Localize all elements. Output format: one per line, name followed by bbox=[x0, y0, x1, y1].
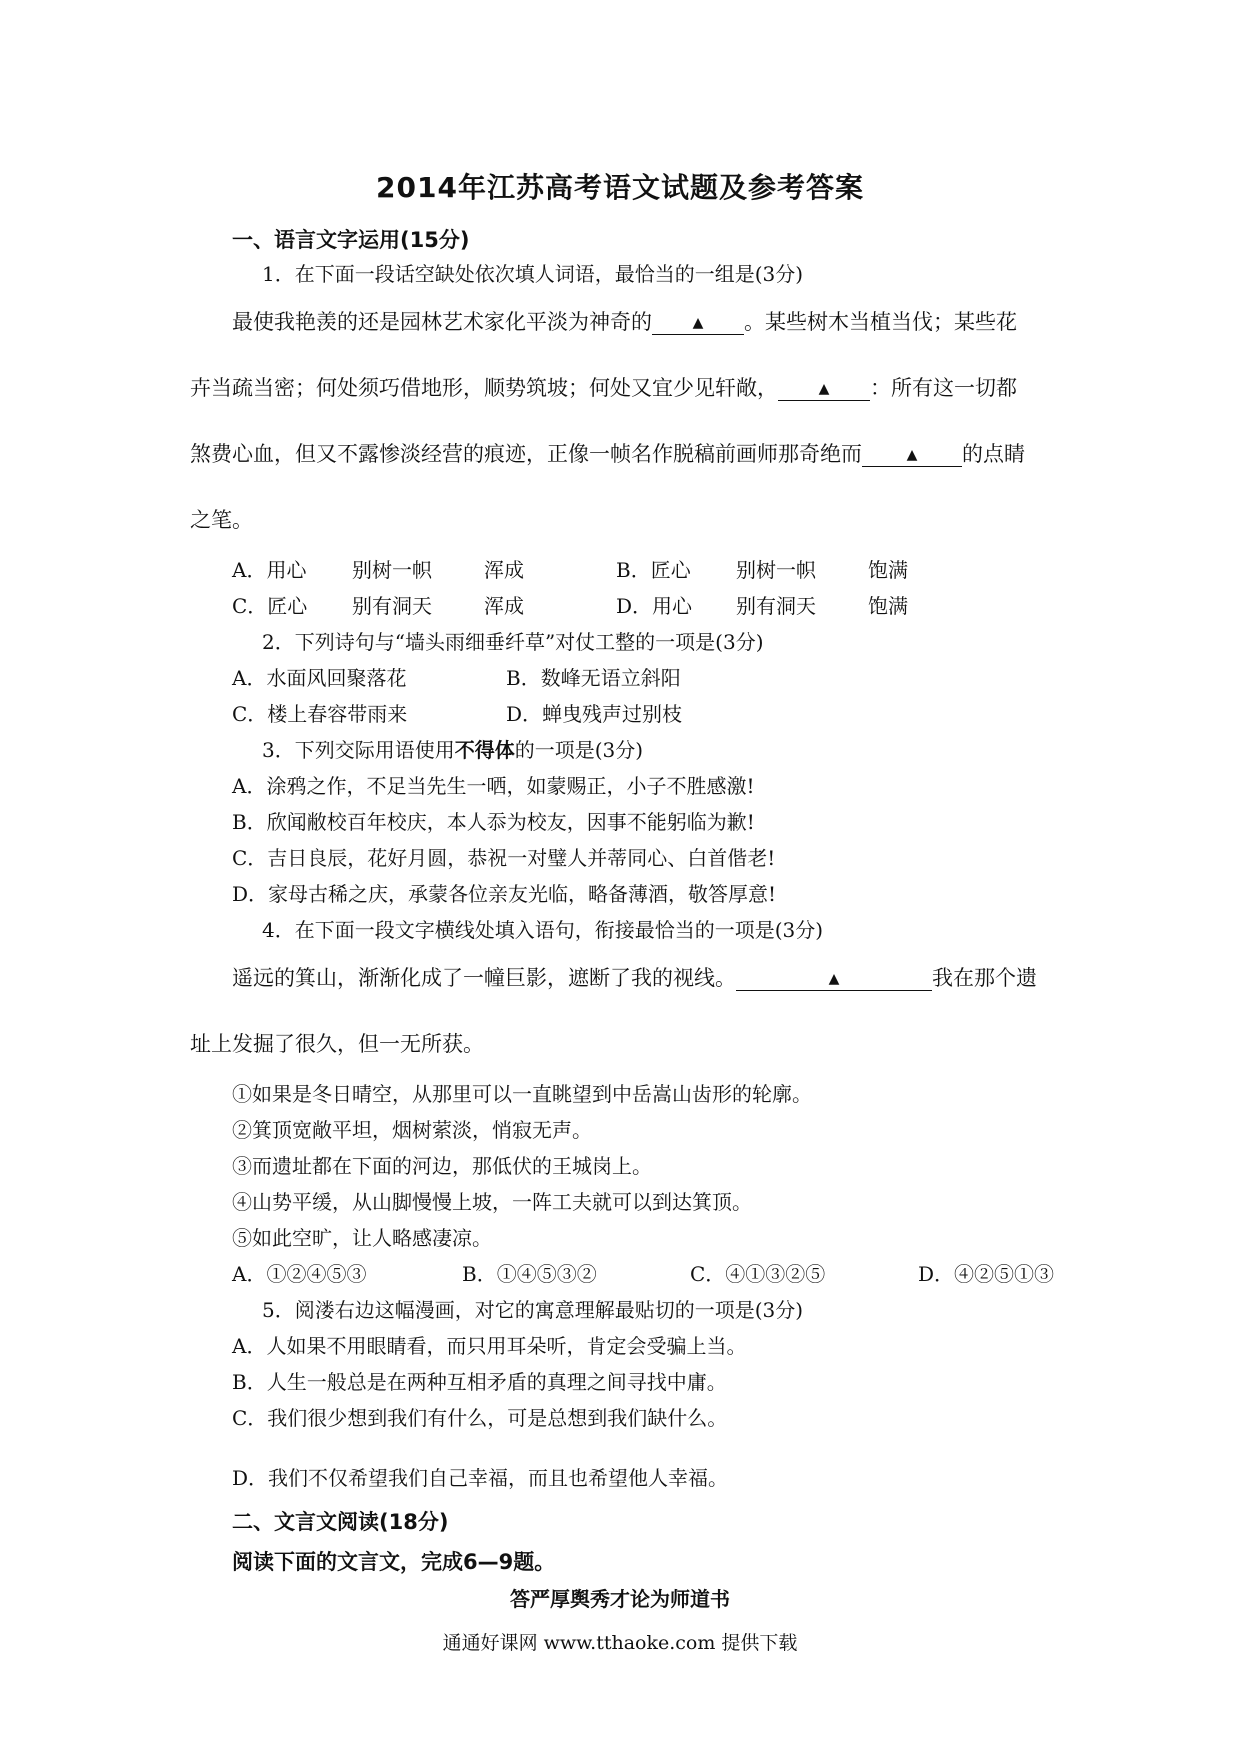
q5-stem: 5．阅溇右边这幅漫画，对它的寓意理解最贴切的一项是(3分) bbox=[262, 1298, 804, 1322]
q2-option-b[interactable]: B．数峰无语立斜阳 bbox=[506, 666, 681, 690]
q2-option-c[interactable]: C．楼上春容带雨来 bbox=[232, 702, 408, 726]
q5-option-c[interactable]: C．我们很少想到我们有什么，可是总想到我们缺什么。 bbox=[232, 1406, 728, 1430]
q1-option-b-word-2: 别树一帜 bbox=[736, 558, 816, 582]
q2-stem: 2．下列诗句与“墙头雨细垂纤草”对仗工整的一项是(3分) bbox=[262, 630, 764, 654]
q4-option-c[interactable]: C．④①③②⑤ bbox=[690, 1262, 826, 1286]
q4-sentence-3: ③而遗址都在下面的河边，那低伏的王城岗上。 bbox=[232, 1154, 652, 1178]
q1-passage-line-3 bbox=[190, 438, 1025, 468]
q3-option-b[interactable]: B．欣闻敝校百年校庆，本人忝为校友，因事不能躬临为歉! bbox=[232, 810, 755, 834]
q3-stem-text: 3．下列交际用语使用 bbox=[262, 738, 455, 762]
q1-option-a-label[interactable]: A．用心 bbox=[232, 558, 307, 582]
passage-title: 答严厚舆秀才论为师道书 bbox=[510, 1587, 730, 1611]
q3-stem-text: 的一项是(3分) bbox=[514, 738, 644, 762]
section-2-heading: 二、文言文阅读(18分) bbox=[232, 1510, 449, 1534]
q3-option-c[interactable]: C．吉日良辰，花好月圆，恭祝一对璧人并蒂同心、白首偕老! bbox=[232, 846, 776, 870]
q4-blank[interactable] bbox=[736, 967, 932, 991]
triangle-icon: ▲ bbox=[828, 971, 840, 987]
q3-option-d[interactable]: D．家母古稀之庆，承蒙各位亲友光临，略备薄酒，敬答厚意! bbox=[232, 882, 777, 906]
q5-option-d[interactable]: D．我们不仅希望我们自己幸福，而且也希望他人幸福。 bbox=[232, 1466, 729, 1490]
triangle-icon: ▲ bbox=[906, 447, 918, 463]
q1-passage-line-2 bbox=[190, 372, 1017, 402]
section-1-heading: 一、语言文字运用(15分) bbox=[232, 228, 470, 252]
q4-sentence-1: ①如果是冬日晴空，从那里可以一直眺望到中岳嵩山齿形的轮廓。 bbox=[232, 1082, 812, 1106]
q4-option-a[interactable]: A．①②④⑤③ bbox=[232, 1262, 367, 1286]
q4-sentence-4: ④山势平缓，从山脚慢慢上坡，一阵工夫就可以到达箕顶。 bbox=[232, 1190, 752, 1214]
q1-option-a-word-3: 浑成 bbox=[484, 558, 524, 582]
q5-option-a[interactable]: A．人如果不用眼睛看，而只用耳朵听，肯定会受骗上当。 bbox=[232, 1334, 747, 1358]
q2-option-d[interactable]: D．蝉曳残声过别枝 bbox=[506, 702, 683, 726]
q1-option-b-word-3: 饱满 bbox=[868, 558, 908, 582]
q4-sentence-2: ②箕顶宽敞平坦，烟树萦淡，悄寂无声。 bbox=[232, 1118, 592, 1142]
section-2-instruction: 阅读下面的文言文，完成6—9题。 bbox=[232, 1550, 556, 1574]
q1-passage-text: 煞费心血，但又不露惨淡经营的痕迹，正像一帧名作脱稿前画师那奇绝而 bbox=[190, 442, 862, 466]
document-title: 2014年江苏高考语文试题及参考答案 bbox=[376, 171, 864, 204]
q4-passage-line-1 bbox=[232, 962, 1037, 992]
q1-passage-text: 。某些树木当植当伐；某些花 bbox=[744, 310, 1017, 334]
q1-passage-line-4: 之笔。 bbox=[190, 508, 253, 532]
q4-stem: 4．在下面一段文字横线处填入语句，衔接最恰当的一项是(3分) bbox=[262, 918, 824, 942]
q5-option-b[interactable]: B．人生一般总是在两种互相矛盾的真理之间寻找中庸。 bbox=[232, 1370, 727, 1394]
q4-sentence-5: ⑤如此空旷，让人略感凄凉。 bbox=[232, 1226, 492, 1250]
q1-option-c-word-3: 浑成 bbox=[484, 594, 524, 618]
q2-option-a[interactable]: A．水面风回聚落花 bbox=[232, 666, 407, 690]
q1-blank-1[interactable] bbox=[652, 311, 744, 335]
q1-option-d-label[interactable]: D．用心 bbox=[616, 594, 693, 618]
q1-option-a-word-2: 别树一帜 bbox=[352, 558, 432, 582]
triangle-icon: ▲ bbox=[692, 315, 704, 331]
q3-stem bbox=[262, 734, 643, 763]
q1-option-d-word-2: 别有洞天 bbox=[736, 594, 816, 618]
triangle-icon: ▲ bbox=[818, 381, 830, 397]
q4-option-b[interactable]: B．①④⑤③② bbox=[462, 1262, 597, 1286]
q1-blank-3[interactable] bbox=[862, 443, 962, 467]
q1-passage-text: 最使我艳羡的还是园林艺术家化平淡为神奇的 bbox=[232, 310, 652, 334]
q1-option-c-label[interactable]: C．匠心 bbox=[232, 594, 308, 618]
q1-passage-text: ：所有这一切都 bbox=[870, 376, 1017, 400]
page-footer: 通通好课网 www.tthaoke.com 提供下载 bbox=[442, 1632, 798, 1654]
q4-passage-text: 遥远的箕山，渐渐化成了一幢巨影，遮断了我的视线。 bbox=[232, 966, 736, 990]
q1-passage-line-1 bbox=[232, 306, 1017, 336]
q1-stem: 1．在下面一段话空缺处依次填人词语，最恰当的一组是(3分) bbox=[262, 262, 804, 286]
q1-blank-2[interactable] bbox=[778, 377, 870, 401]
q1-option-c-word-2: 别有洞天 bbox=[352, 594, 432, 618]
q4-passage-line-2: 址上发掘了很久，但一无所获。 bbox=[190, 1032, 484, 1056]
q4-option-d[interactable]: D．④②⑤①③ bbox=[918, 1262, 1055, 1286]
q4-passage-text: 我在那个遗 bbox=[932, 966, 1037, 990]
q3-stem-emphasis: 不得体 bbox=[454, 738, 515, 762]
q1-passage-text: 卉当疏当密；何处须巧借地形，顺势筑坡；何处又宜少见轩敞， bbox=[190, 376, 778, 400]
q1-option-b-label[interactable]: B．匠心 bbox=[616, 558, 691, 582]
q1-passage-text: 的点睛 bbox=[962, 442, 1025, 466]
q3-option-a[interactable]: A．涂鸦之作，不足当先生一哂，如蒙赐正，小子不胜感激! bbox=[232, 774, 755, 798]
q1-option-d-word-3: 饱满 bbox=[868, 594, 908, 618]
